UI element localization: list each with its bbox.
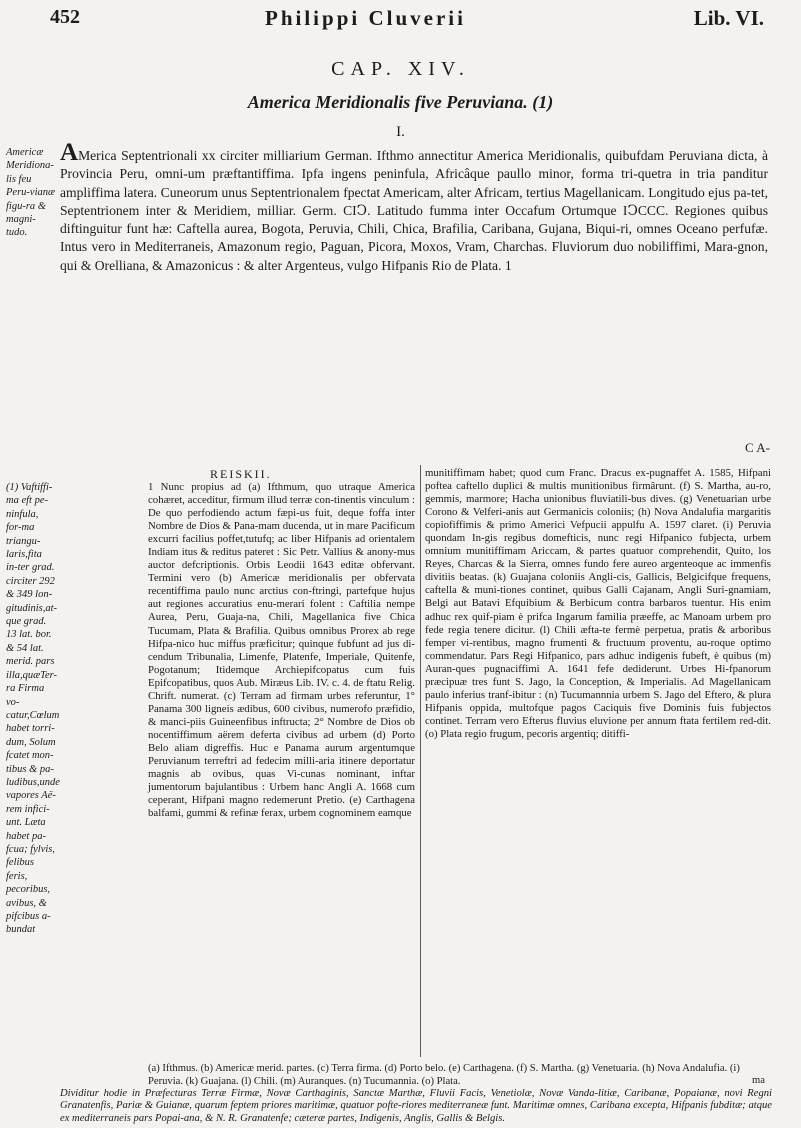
book-number: Lib. VI. bbox=[693, 6, 764, 30]
footnotes: (a) Ifthmus. (b) Americæ merid. partes. (c) Terra firma. (d) Porto belo. (e) Carthagena. (f) S. Martha. (g) Venetuaria. (h) Nova Andalufia. (i) Peruvia. (k) Guajana. (l) Chili. (m) Auranques. (n) Tucumannia. (o) Plata. bbox=[148, 1063, 740, 1087]
chapter-subtitle: America Meridionalis five Peruviana. (1) bbox=[247, 92, 554, 112]
running-title: Philippi Cluverii bbox=[265, 6, 466, 30]
column-divider bbox=[420, 465, 421, 1057]
page-number: 452 bbox=[50, 6, 80, 28]
running-head bbox=[50, 6, 764, 36]
catchword-column: ma bbox=[752, 1075, 765, 1086]
main-paragraph bbox=[60, 139, 768, 275]
main-paragraph-text: Merica Septentrionali xx circiter milliarium German. Ifthmo annectitur America Meridionalis, quibufdam Peruviana dicta, à Provincia Peru, omni-um præftantiffima. Ipfa ingens peninfula, Africâque paullo minor, forma tri-quetra in tria panditur ampliffima latera. Cuneorum unus Septentrionalem fpectat Americam, alter Africam, tertius Magellanicam. Longitudo ejus pa-tet, Septentrionem inter & Meridiem, milliar. Germ. CIↃ. Latitudo fumma inter Occafum Ortumque IↃCCC. Regiones quibus diftinguitur funt hæ: Caftella aurea, Bogota, Peruvia, Chili, Chica, Brafilia, Caribana, Gujana, Biqui-ri, omnes Oceano perfufæ. Intus vero in Mediterraneis, Amazonum regio, Paguan, Picora, Moxos, Vram, Charchas. Fluviorum duo nobiliffimi, Mara-gnon, qui & Orelliana, & Amazonicus : & alter Argenteus, vulgo Hifpanis Rio de Plata. 1 bbox=[60, 148, 768, 273]
section-number: I. bbox=[396, 124, 405, 140]
commentary-right-column: munitiffimam habet; quod cum Franc. Dracus ex-pugnaffet A. 1585, Hifpani poftea caftello duplici & multis munitionibus firmârunt. (f) S. Martha, au-ro, gemmis, marmore; Hacha unionibus fluviatili-bus dives. (g) Venetuarian urbe Corono & Velferi-anis aut Germanicis coloniis; (h) Nova Andalufia margaritis copiofiffimis & primo Americi Vefpucii appulfu A. 1597 claret. (i) Peruvia quondam In-gis regibus domefticis, nunc regi Hifpanico fubjecta, urbem omnium munitiffimam Ariccam, & partes quatuor comprehendit, Quito, los Reyes, Charcas & la Sierra, omnes fundo fere aureo argenteoque ac immenfis divitiis beatas. (k) Guajana coloniis Angli-cis, Gallicis, Belgicifque frequens, caftella & muni-tiones continet, quibus Galli Cajanam, Angli Suri-gnamiam, Belgi aut Batavi Efquibium & Berbicum contra barbaros tuentur. His enim adhuc rex quif-piam è prifca Ingarum familia præeffe, ac Manoam urbem pro fede regia tenere dicitur. (l) Chili æfta-te fermè perpetua, pratis & arboribus femper vi-rentibus, magno frumenti & fructuum proventu, au-roque optimo commendatur. Pars Regi Hifpanico, pars adhuc indigenis fubeft, è quibus (m) Auran-ques pugnaciffimi A. 1641 fefe dediderunt. Urbes Hi-fpanorum præcipuæ tres funt S. Jago, la Conception, & Imperialis. Ad Magellanicam paulo inferius tranf-ibitur : (n) Tucumannnia urbem S. Jago del Eftero, & plura Hifpanis oppida, multofque pagos Caciquis five Dominis fuis fubjectos continet. Terram vero Efterus fluvius eluvione per annum ftata fertilem red-dit. (o) Plata regio frugum, pecoris argentiq; ditiffi- bbox=[425, 467, 771, 740]
bottom-note: Dividitur hodie in Præfecturas Terræ Firmæ, Novæ Carthaginis, Sanctæ Marthæ, Fluvii Facis, Venetiolæ, Novæ Vanda-litiæ, Caribanæ, Popaianæ, novi Regni Granatenfis, Pariæ & Guianæ, quarum feptem priores maritimæ, quatuor pofte-riores mediterraneæ funt. Maritimæ omnes, Caribana excepta, Hifpanis fubditæ; atque ex mediterraneis pars Popai-ana, & N. R. Granatenfe; cæteræ partes, Indigenis, Anglis, Gallis & Belgis. bbox=[60, 1088, 772, 1124]
commentary-left-column: 1 Nunc propius ad (a) Ifthmum, quo utraque America cohæret, acceditur, firmum illud terræ con-tinentis vinculum : De quo perfodiendo actum fæpi-us fuit, deque foffa inter Nombre de Dios & Pana-mam ducenda, ut in mare Pacificum excurri facilius poffet,tutufq; ac liber Hifpanis ad orientalem Indiam itus & reditus pateret : Sic Petr. Vallius & anony-mus auctor defcriptionis. Orbis Leodii 1643 editæ obfervant. Termini vero (b) Americæ meridionalis per obfervata recentiffima paulo nunc arctius con-ftringi, partefque hujus aut regiones accuratius enu-merari folent : Caftilia nempe Aurea, Peru, Guaja-na, Chili, Magellanica five Chica Tucumam, Plata & Brafilia. Quibus omnibus Prorex ab rege Hifpa-nico huc miffus præficitur; quinque fubfunt ad jus di-cendum Tribunalia, Limenfe, Platenfe, Imperiale, Quitenfe, Pogotanum; Itidemque Archiepifcopatus cum fuis Epifcopatibus, quos Aub. Miræus Lib. IV. c. 4. de ftatu Relig. Chrift. numerat. (c) Terram ad firmam urbes referuntur, 1° Panama 300 ligneis ædibus, 600 civibus, numerofo præfidio, & manci-piis Guineenfibus inftructa; 2° Nombre de Dios ob nocentiffimum aërem deferta civibus ad urbem (d) Porto Belo aliam digreffis. Huc e Panama aurum argentumque Peruvianum terreftri ad fedecim milli-aria itinere deportatur magnis ab ovibus, quas Vi-cunas nominant, inftar jumentorum bajulantibus : Urbem hanc Angli A. 1668 cum ceperant, Hifpani magno redemerunt Pretio. (e) Carthagena balfami, gummi & refinæ ferax, urbem cognominem eamque bbox=[148, 481, 415, 820]
margin-note-commentary: (1) Vaftiffi-ma eft pe-ninfula, for-ma triangu-laris,fita in-ter grad. circiter 292 & 349 lon-gitudinis,at-que grad. 13 lat. bor. & 54 lat. merid. pars illa,quæTer-ra Firma vo-catur,Cœlum habet torri-dum, Solum fcatet mon-tibus & pa-ludibus,unde vapores Aë-rem infici-unt. Læta habet pa-fcua; fylvis, felibus feris, pecoribus, avibus, & pifcibus a-bundat bbox=[6, 482, 60, 936]
catchword-top: C A- bbox=[745, 440, 770, 455]
chapter-heading: CAP. XIV. bbox=[331, 58, 470, 80]
commentary-heading: REISKII. bbox=[210, 467, 272, 481]
drop-cap: A bbox=[60, 139, 79, 166]
margin-note-figure: Americæ Meridiona-lis feu Peru-vianæ figu-ra & magni-tudo. bbox=[6, 147, 55, 239]
